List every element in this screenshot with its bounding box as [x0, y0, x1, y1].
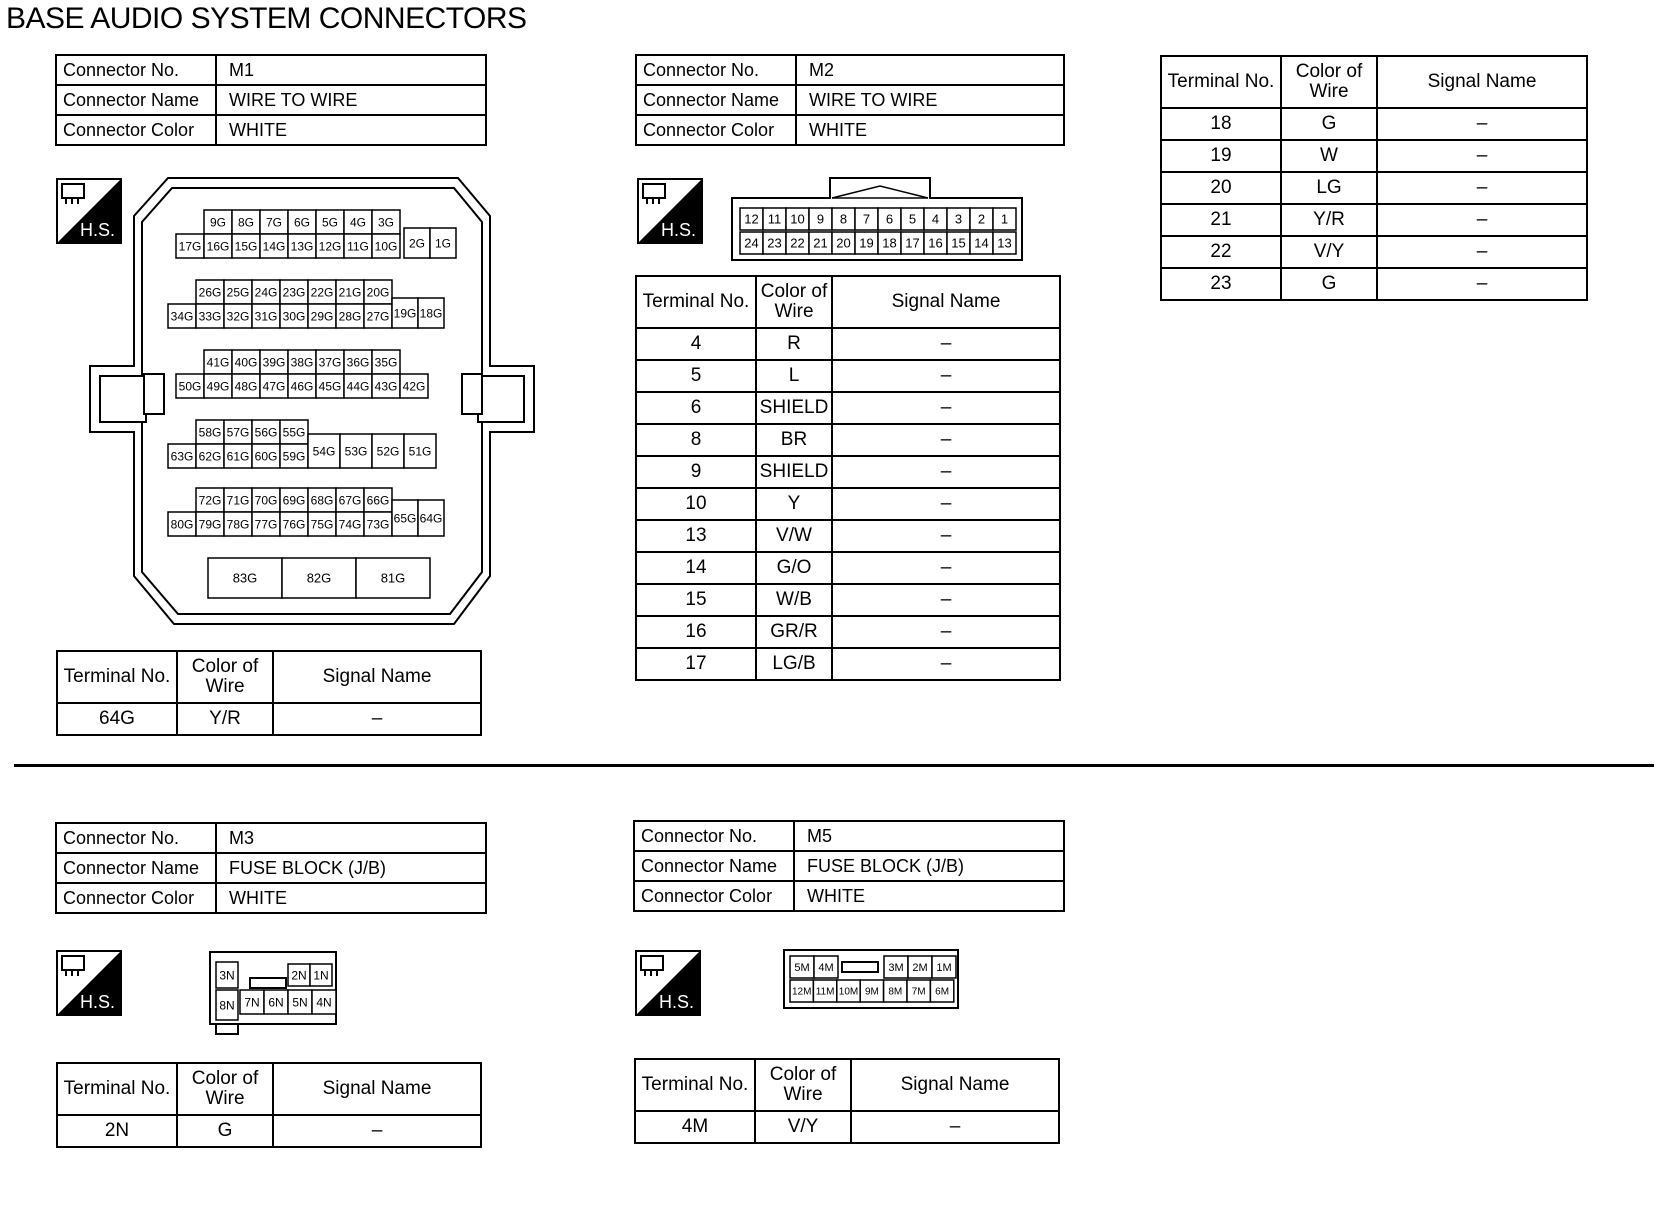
pin-label: 4N — [316, 995, 332, 1010]
m3-terminal-table — [56, 1062, 482, 1148]
pin-label: 12 — [744, 211, 759, 227]
pin-label: 1G — [434, 236, 452, 251]
m1-connector-color: WHITE — [216, 115, 486, 145]
pin-label: 67G — [338, 493, 362, 508]
pin-label: 38G — [290, 355, 314, 370]
pin-label: 4M — [818, 961, 834, 974]
label-connector-no: Connector No. — [636, 55, 796, 85]
table-row: 14 G/O – — [636, 552, 1060, 584]
table-row: 4 R – — [636, 328, 1060, 360]
pin-label: 6M — [935, 986, 950, 998]
pin-label: 7G — [265, 215, 283, 230]
table-row: 8 BR – — [636, 424, 1060, 456]
pin-label: 74G — [338, 517, 362, 532]
page-title: BASE AUDIO SYSTEM CONNECTORS — [6, 2, 527, 35]
pin-label: 83G — [232, 570, 258, 586]
m2-info-table — [635, 54, 1065, 146]
table-row: 64G Y/R – — [57, 703, 481, 735]
pin-label: 26G — [198, 285, 222, 300]
pin-label: 66G — [366, 493, 390, 508]
pin-label: 3M — [888, 961, 904, 974]
pin-label: 33G — [198, 309, 222, 324]
pin-label: 3N — [219, 968, 235, 983]
m1-info-table — [55, 54, 487, 146]
header-terminal-no: Terminal No. — [57, 651, 177, 703]
m5-connector-name: FUSE BLOCK (J/B) — [794, 851, 1064, 881]
header-signal-name: Signal Name — [1377, 56, 1587, 108]
pin-label: 4 — [931, 211, 940, 227]
table-row: 4M V/Y – — [635, 1111, 1059, 1143]
table-row: 21 Y/R – — [1161, 204, 1587, 236]
pin-label: 21 — [813, 235, 828, 251]
m1-connector-name: WIRE TO WIRE — [216, 85, 486, 115]
header-color-of-wire: Color of Wire — [177, 651, 273, 703]
table-row: 17 LG/B – — [636, 648, 1060, 680]
m2-connector-name: WIRE TO WIRE — [796, 85, 1064, 115]
header-terminal-no: Terminal No. — [1161, 56, 1281, 108]
pin-label: 18 — [882, 235, 897, 251]
pin-label: 11M — [815, 986, 835, 998]
pin-label: 1M — [936, 961, 952, 974]
table-row: 13 V/W – — [636, 520, 1060, 552]
pin-label: 14 — [974, 235, 989, 251]
pin-label: 65G — [393, 511, 417, 526]
header-color-of-wire: Color of Wire — [756, 276, 832, 328]
pin-label: 72G — [198, 493, 222, 508]
m2-connector-diagram — [730, 176, 1026, 264]
pin-label: 76G — [282, 517, 306, 532]
pin-label: 17 — [905, 235, 920, 251]
pin-label: 6N — [268, 995, 284, 1010]
table-row: 16 GR/R – — [636, 616, 1060, 648]
pin-label: 42G — [402, 379, 426, 394]
pin-label: 17G — [178, 239, 202, 254]
pin-label: 10 — [790, 211, 805, 227]
pin-label: 15G — [234, 239, 258, 254]
pin-label: 11 — [767, 211, 782, 227]
pin-label: 27G — [366, 309, 390, 324]
pin-label: 28G — [338, 309, 362, 324]
pin-label: 75G — [310, 517, 334, 532]
pin-label: 8G — [237, 215, 255, 230]
pin-label: 7M — [911, 986, 926, 998]
svg-text:H.S.: H.S. — [659, 992, 695, 1012]
pin-label: 70G — [254, 493, 278, 508]
pin-label: 80G — [170, 517, 194, 532]
pin-label: 2M — [912, 961, 928, 974]
pin-label: 16G — [206, 239, 230, 254]
label-connector-color: Connector Color — [56, 115, 216, 145]
pin-label: 54G — [312, 444, 336, 459]
header-terminal-no: Terminal No. — [635, 1059, 755, 1111]
pin-label: 48G — [234, 379, 258, 394]
pin-label: 19G — [393, 306, 417, 321]
label-connector-color: Connector Color — [56, 883, 216, 913]
table-row: 2N G – — [57, 1115, 481, 1147]
pin-label: 77G — [254, 517, 278, 532]
pin-label: 53G — [344, 444, 368, 459]
table-row: 18 G – — [1161, 108, 1587, 140]
pin-label: 45G — [318, 379, 342, 394]
pin-label: 20 — [836, 235, 851, 251]
pin-label: 79G — [198, 517, 222, 532]
label-connector-name: Connector Name — [56, 853, 216, 883]
pin-label: 32G — [226, 309, 250, 324]
pin-label: 68G — [310, 493, 334, 508]
label-connector-no: Connector No. — [634, 821, 794, 851]
pin-label: 44G — [346, 379, 370, 394]
pin-label: 58G — [198, 425, 222, 440]
pin-label: 36G — [346, 355, 370, 370]
pin-label: 3G — [377, 215, 395, 230]
pin-label: 62G — [198, 449, 222, 464]
header-color-of-wire: Color of Wire — [1281, 56, 1377, 108]
pin-label: 59G — [282, 449, 306, 464]
table-row: 6 SHIELD – — [636, 392, 1060, 424]
pin-label: 5 — [908, 211, 917, 227]
label-connector-name: Connector Name — [56, 85, 216, 115]
pin-label: 34G — [170, 309, 194, 324]
pin-label: 49G — [206, 379, 230, 394]
table-row: 9 SHIELD – — [636, 456, 1060, 488]
table-row: 20 LG – — [1161, 172, 1587, 204]
pin-label: 6G — [293, 215, 311, 230]
m3-connector-diagram — [208, 950, 340, 1038]
pin-label: 2N — [291, 968, 307, 983]
m3-connector-color: WHITE — [216, 883, 486, 913]
pin-label: 20G — [366, 285, 390, 300]
table-row: 10 Y – — [636, 488, 1060, 520]
section-divider — [14, 764, 1654, 767]
m2-connector-no: M2 — [796, 55, 1064, 85]
pin-label: 21G — [338, 285, 362, 300]
m1-connector-diagram — [88, 176, 538, 628]
table-row: 19 W – — [1161, 140, 1587, 172]
pin-label: 23G — [282, 285, 306, 300]
pin-label: 69G — [282, 493, 306, 508]
m2-terminal-table — [635, 275, 1061, 681]
pin-label: 41G — [206, 355, 230, 370]
pin-label: 71G — [226, 493, 250, 508]
pin-label: 9G — [209, 215, 227, 230]
pin-label: 82G — [306, 570, 332, 586]
m3-connector-name: FUSE BLOCK (J/B) — [216, 853, 486, 883]
pin-label: 30G — [282, 309, 306, 324]
pin-label: 39G — [262, 355, 286, 370]
svg-text:H.S.: H.S. — [80, 992, 116, 1012]
table-row: 23 G – — [1161, 268, 1587, 300]
pin-label: 40G — [234, 355, 258, 370]
label-connector-color: Connector Color — [634, 881, 794, 911]
m5-connector-color: WHITE — [794, 881, 1064, 911]
pin-label: 8M — [888, 986, 903, 998]
pin-label: 24 — [744, 235, 759, 251]
header-signal-name: Signal Name — [832, 276, 1060, 328]
pin-label: 37G — [318, 355, 342, 370]
pin-label: 10M — [838, 986, 859, 998]
label-connector-name: Connector Name — [634, 851, 794, 881]
table-row: 15 W/B – — [636, 584, 1060, 616]
pin-label: 46G — [290, 379, 314, 394]
pin-label: 16 — [928, 235, 943, 251]
pin-label: 5M — [794, 961, 810, 974]
pin-label: 8N — [219, 998, 235, 1013]
pin-label: 51G — [408, 444, 432, 459]
pin-label: 3 — [954, 211, 963, 227]
m5-connector-no: M5 — [794, 821, 1064, 851]
pin-label: 9M — [864, 986, 879, 998]
pin-label: 81G — [380, 570, 406, 586]
pin-label: 61G — [226, 449, 250, 464]
pin-label: 64G — [419, 511, 443, 526]
pin-label: 22 — [790, 235, 805, 251]
hs-badge-icon — [56, 950, 122, 1016]
pin-label: 8 — [839, 211, 848, 227]
pin-label: 9 — [816, 211, 825, 227]
m5-info-table — [633, 820, 1065, 912]
m1-terminal-table — [56, 650, 482, 736]
header-color-of-wire: Color of Wire — [755, 1059, 851, 1111]
pin-label: 10G — [374, 239, 398, 254]
pin-label: 7N — [244, 995, 260, 1010]
pin-label: 1 — [1000, 211, 1009, 227]
pin-label: 31G — [254, 309, 278, 324]
hs-label: H.S. — [80, 220, 116, 240]
header-terminal-no: Terminal No. — [636, 276, 756, 328]
pin-label: 12G — [318, 239, 342, 254]
pin-label: 22G — [310, 285, 334, 300]
m3-info-table — [55, 822, 487, 914]
header-terminal-no: Terminal No. — [57, 1063, 177, 1115]
pin-label: 6 — [885, 211, 894, 227]
pin-label: 60G — [254, 449, 278, 464]
label-connector-no: Connector No. — [56, 823, 216, 853]
pin-label: 2G — [408, 236, 426, 251]
pin-label: 13 — [997, 235, 1012, 251]
pin-label: 1N — [313, 968, 329, 983]
hs-badge-icon — [635, 950, 701, 1016]
pin-label: 25G — [226, 285, 250, 300]
pin-label: 19 — [859, 235, 874, 251]
header-signal-name: Signal Name — [851, 1059, 1059, 1111]
m2-terminal-table-continued — [1160, 55, 1588, 301]
m5-terminal-table — [634, 1058, 1060, 1144]
m2-connector-color: WHITE — [796, 115, 1064, 145]
pin-label: 63G — [170, 449, 194, 464]
label-connector-name: Connector Name — [636, 85, 796, 115]
pin-label: 5N — [292, 995, 308, 1010]
pin-label: 23 — [767, 235, 782, 251]
pin-label: 47G — [262, 379, 286, 394]
pin-label: 52G — [376, 444, 400, 459]
pin-label: 7 — [862, 211, 871, 227]
pin-label: 4G — [349, 215, 367, 230]
pin-label: 15 — [951, 235, 966, 251]
header-signal-name: Signal Name — [273, 651, 481, 703]
pin-label: 55G — [282, 425, 306, 440]
svg-text:H.S.: H.S. — [661, 220, 697, 240]
pin-label: 5G — [321, 215, 339, 230]
pin-label: 50G — [178, 379, 202, 394]
m3-connector-no: M3 — [216, 823, 486, 853]
pin-label: 35G — [374, 355, 398, 370]
pin-label: 29G — [310, 309, 334, 324]
pin-label: 43G — [374, 379, 398, 394]
m1-connector-no: M1 — [216, 55, 486, 85]
pin-label: 11G — [347, 239, 369, 254]
m5-connector-diagram — [782, 948, 960, 1012]
pin-label: 57G — [226, 425, 250, 440]
pin-label: 13G — [290, 239, 314, 254]
pin-label: 14G — [262, 239, 286, 254]
hs-badge-icon — [637, 178, 703, 244]
header-signal-name: Signal Name — [273, 1063, 481, 1115]
pin-label: 2 — [977, 211, 986, 227]
table-row: 22 V/Y – — [1161, 236, 1587, 268]
label-connector-no: Connector No. — [56, 55, 216, 85]
table-row: 5 L – — [636, 360, 1060, 392]
pin-label: 78G — [226, 517, 250, 532]
pin-label: 18G — [419, 306, 443, 321]
pin-label: 73G — [366, 517, 390, 532]
pin-label: 24G — [254, 285, 278, 300]
pin-label: 12M — [791, 986, 812, 998]
pin-label: 56G — [254, 425, 278, 440]
label-connector-color: Connector Color — [636, 115, 796, 145]
header-color-of-wire: Color of Wire — [177, 1063, 273, 1115]
